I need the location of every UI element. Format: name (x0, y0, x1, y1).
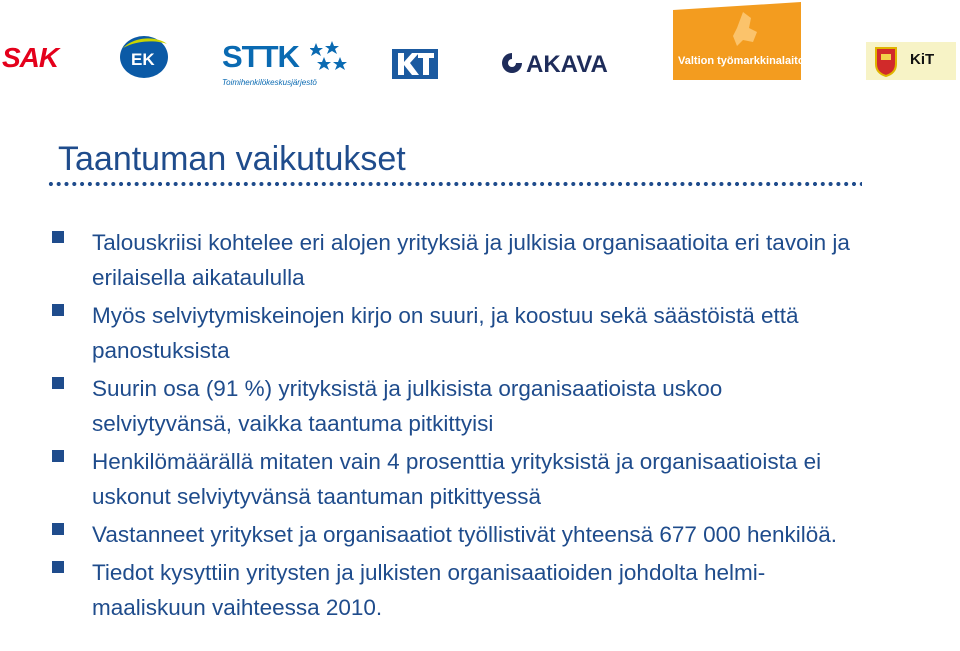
bullet-item (0, 371, 960, 441)
bullet-text: Myös selviytymiskeinojen kirjo on suuri, ja koostuu sekä säästöistä että panostuksista (92, 303, 799, 363)
ek-emblem-icon (117, 34, 171, 80)
sttk-stars-icon (310, 39, 350, 75)
bullet-list (0, 225, 960, 628)
vtml-logo (673, 2, 811, 80)
square-bullet-icon (52, 231, 64, 243)
bullet-item (0, 517, 960, 552)
ek-logo (117, 34, 171, 80)
dotted-divider (47, 180, 862, 188)
bullet-item (0, 225, 960, 295)
kt-logo (392, 49, 438, 79)
bullet-text: Talouskriisi kohtelee eri alojen yrityksiä ja julkisia organisaatioita eri tavoin ja erilaisella aikataululla (92, 230, 850, 290)
square-bullet-icon (52, 304, 64, 316)
bullet-text: Suurin osa (91 %) yrityksistä ja julkisista organisaatioista uskoo selviytyvänsä, vaikka taantuma pitkittyisi (92, 376, 723, 436)
bullet-text: Tiedot kysyttiin yritysten ja julkisten organisaatioiden johdolta helmi-maaliskuun vaihteessa 2010. (92, 560, 766, 620)
kit-logo (866, 42, 956, 80)
bullet-item (0, 555, 960, 625)
sttk-logo-text: STTK (222, 39, 299, 74)
bullet-text: Henkilömäärällä mitaten vain 4 prosenttia yrityksistä ja organisaatioista ei uskonut selviytyvänsä taantuman pitkittyessä (92, 449, 822, 509)
logo-bar (0, 0, 960, 100)
svg-text:EK: EK (131, 50, 155, 69)
akava-logo-word: AKAVA (526, 51, 608, 78)
bullet-item (0, 298, 960, 368)
square-bullet-icon (52, 450, 64, 462)
slide-title: Taantuman vaikutukset (58, 140, 406, 178)
kt-emblem-icon (392, 49, 438, 79)
akava-logo (500, 51, 608, 79)
akava-logo-text (500, 51, 608, 79)
square-bullet-icon (52, 561, 64, 573)
sak-logo (2, 42, 58, 74)
akava-mark-icon (500, 51, 524, 75)
square-bullet-icon (52, 523, 64, 535)
sttk-logo-subtitle: Toimihenkilökeskusjärjestö (222, 78, 317, 87)
sak-logo-text: SAK (2, 42, 59, 73)
square-bullet-icon (52, 377, 64, 389)
bullet-text: Vastanneet yritykset ja organisaatiot työllistivät yhteensä 677 000 henkilöä. (92, 522, 838, 547)
vtml-logo-text: Valtion työmarkkinalaitos (678, 55, 811, 67)
bullet-item (0, 444, 960, 514)
vtml-banner-icon (673, 2, 801, 80)
sttk-logo (222, 39, 317, 90)
kit-logo-text: KiT (910, 51, 935, 68)
